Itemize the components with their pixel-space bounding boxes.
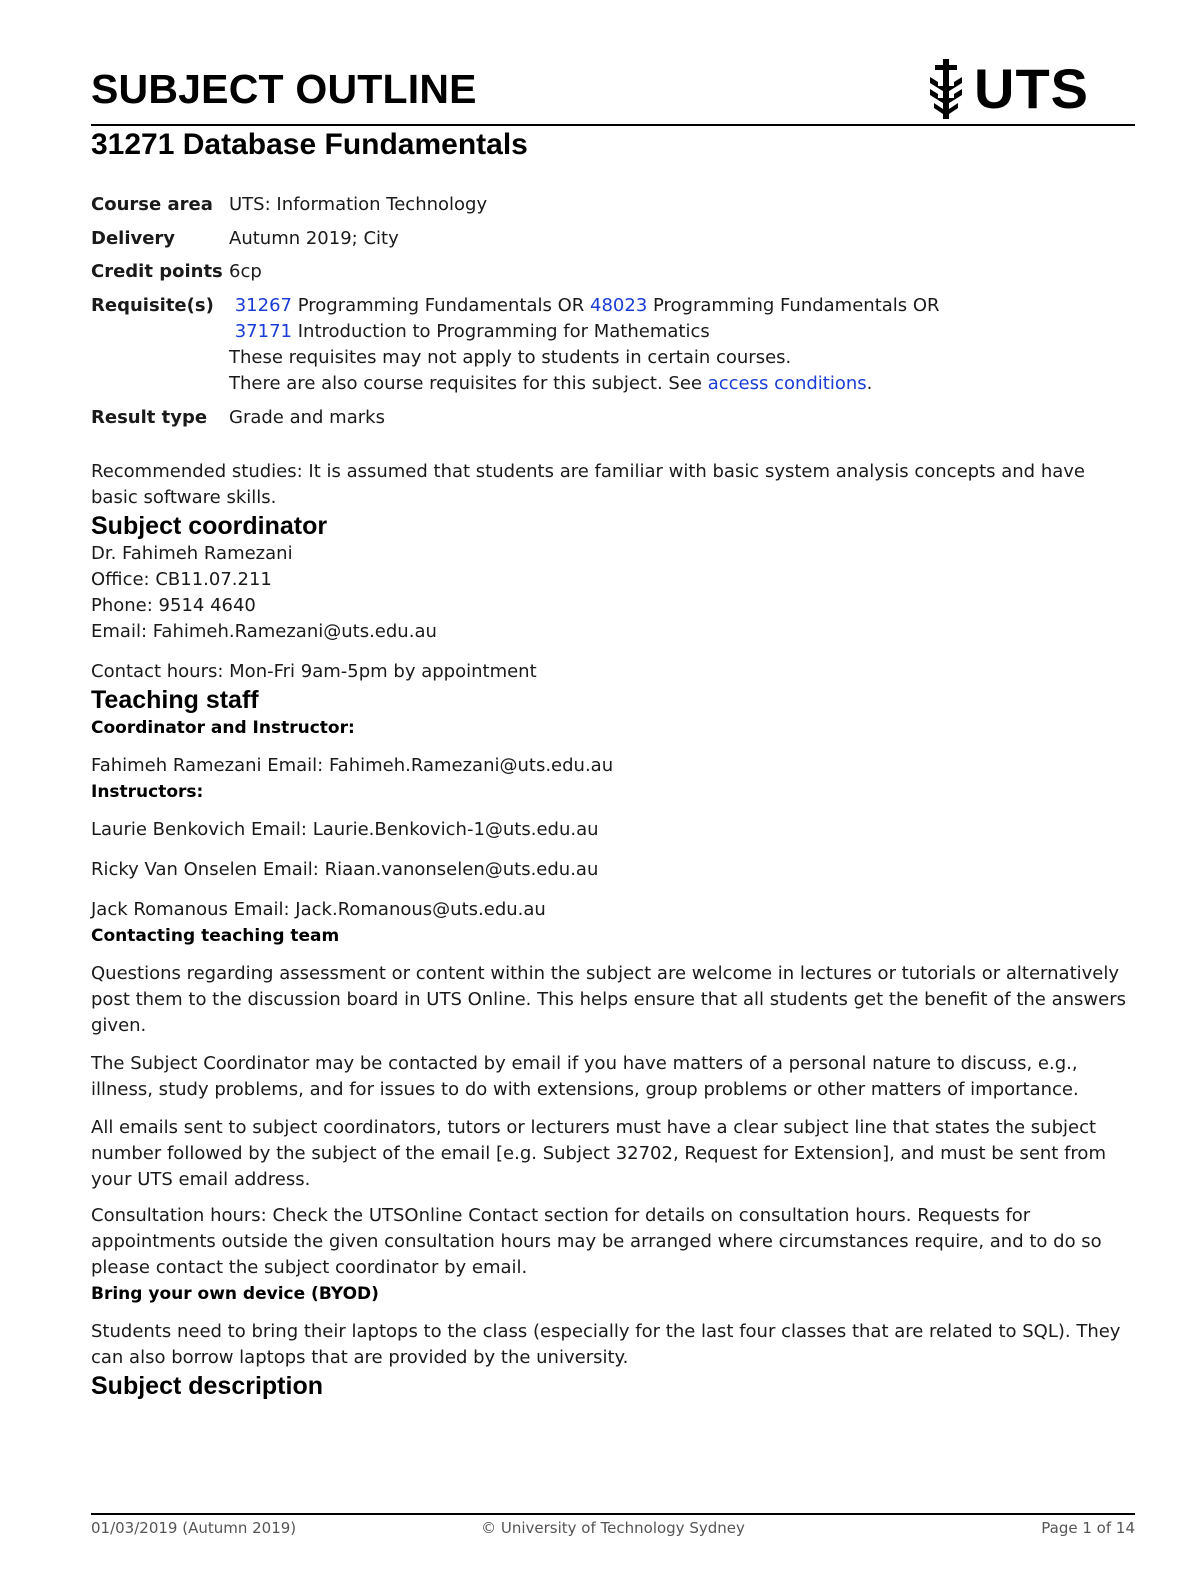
subject-coordinator-heading: Subject coordinator (91, 512, 328, 540)
instructor-entry: Laurie Benkovich Email: Laurie.Benkovich-1@uts.edu.au (91, 819, 599, 840)
requisite-text-3: Introduction to Programming for Mathematics (292, 321, 710, 342)
instructor-entry: Jack Romanous Email: Jack.Romanous@uts.edu.au (91, 899, 546, 920)
requisites-line-1 (229, 293, 940, 319)
requisite-link-37171[interactable]: 37171 (234, 321, 292, 342)
contacting-paragraph: Questions regarding assessment or content within the subject are welcome in lectures or tutorials or alternatively post them to the discussion board in UTS Online. This helps ensure that all students get the benefit of the answers given. (91, 963, 1126, 1036)
info-row-result-type (91, 405, 940, 431)
contacting-paragraph: The Subject Coordinator may be contacted by email if you have matters of a personal nature to discuss, e.g., illness, study problems, and for issues to do with extensions, group problems or other matters of importance. (91, 1053, 1079, 1100)
uts-logo (926, 56, 1098, 122)
uts-emblem-icon (926, 57, 966, 121)
subject-title: 31271 Database Fundamentals (91, 128, 528, 161)
delivery-label: Delivery (91, 228, 176, 249)
requisites-note-1: These requisites may not apply to students in certain courses. (229, 347, 792, 368)
info-row-requisites (91, 293, 940, 405)
requisites-label: Requisite(s) (91, 295, 214, 316)
delivery-value: Autumn 2019; City (229, 228, 399, 249)
coordinator-phone: Phone: 9514 4640 (91, 595, 256, 616)
footer-copyright: © University of Technology Sydney (481, 1519, 745, 1537)
contacting-paragraph: Consultation hours: Check the UTSOnline Contact section for details on consultation hours. Requests for appointments outside the given consultation hours may be arranged where circumstances require, and to do so please contact the subject coordinator by email. (91, 1205, 1102, 1278)
subject-info-table (91, 192, 940, 431)
credit-points-label: Credit points (91, 261, 223, 282)
requisites-value (229, 293, 940, 405)
requisites-line-2 (229, 319, 940, 345)
requisites-note-2-text: There are also course requisites for this subject. See (229, 373, 708, 394)
coordinator-email: Email: Fahimeh.Ramezani@uts.edu.au (91, 621, 437, 642)
info-row-course-area (91, 192, 940, 226)
result-type-value: Grade and marks (229, 407, 385, 428)
access-conditions-link[interactable]: access conditions (707, 373, 867, 394)
info-row-delivery (91, 226, 940, 259)
info-row-credit-points (91, 259, 940, 293)
contacting-team-heading: Contacting teaching team (91, 926, 340, 946)
byod-text: Students need to bring their laptops to the class (especially for the last four classes that are related to SQL). They can also borrow laptops that are provided by the university. (91, 1321, 1121, 1368)
instructors-heading: Instructors: (91, 782, 204, 802)
logo-wordmark: UTS (974, 57, 1089, 120)
requisites-note-2-end: . (866, 373, 873, 394)
credit-points-value: 6cp (229, 261, 262, 282)
main-content (91, 192, 1135, 1401)
course-area-label: Course area (91, 194, 213, 215)
requisites-note-2 (229, 371, 940, 397)
recommended-studies: Recommended studies: It is assumed that students are familiar with basic system analysis concepts and have basic software skills. (91, 461, 1085, 508)
teaching-staff-heading: Teaching staff (91, 686, 259, 714)
document-title: SUBJECT OUTLINE (91, 66, 477, 112)
coordinator-instructor-entry: Fahimeh Ramezani Email: Fahimeh.Ramezani@uts.edu.au (91, 755, 614, 776)
footer-divider (91, 1513, 1135, 1515)
requisite-link-48023[interactable]: 48023 (590, 295, 648, 316)
result-type-label: Result type (91, 407, 208, 428)
contact-hours: Contact hours: Mon-Fri 9am-5pm by appointment (91, 661, 537, 682)
course-area-value: UTS: Information Technology (229, 194, 488, 215)
contacting-paragraph: All emails sent to subject coordinators, tutors or lecturers must have a clear subject line that states the subject number followed by the subject of the email [e.g. Subject 32702, Request for Extension], and must be sent from your UTS email address. (91, 1117, 1106, 1190)
requisite-text-2: Programming Fundamentals OR (647, 295, 940, 316)
header-divider (91, 124, 1135, 126)
requisite-text-1: Programming Fundamentals OR (292, 295, 591, 316)
subject-description-heading: Subject description (91, 1372, 323, 1400)
page-footer (91, 1519, 1135, 1541)
coordinator-name: Dr. Fahimeh Ramezani (91, 543, 293, 564)
footer-page-number: Page 1 of 14 (1041, 1519, 1135, 1537)
footer-date: 01/03/2019 (Autumn 2019) (91, 1519, 297, 1537)
instructor-entry: Ricky Van Onselen Email: Riaan.vanonselen@uts.edu.au (91, 859, 599, 880)
byod-heading: Bring your own device (BYOD) (91, 1284, 379, 1304)
coordinator-instructor-heading: Coordinator and Instructor: (91, 718, 355, 738)
requisite-link-31267[interactable]: 31267 (234, 295, 292, 316)
coordinator-office: Office: CB11.07.211 (91, 569, 272, 590)
